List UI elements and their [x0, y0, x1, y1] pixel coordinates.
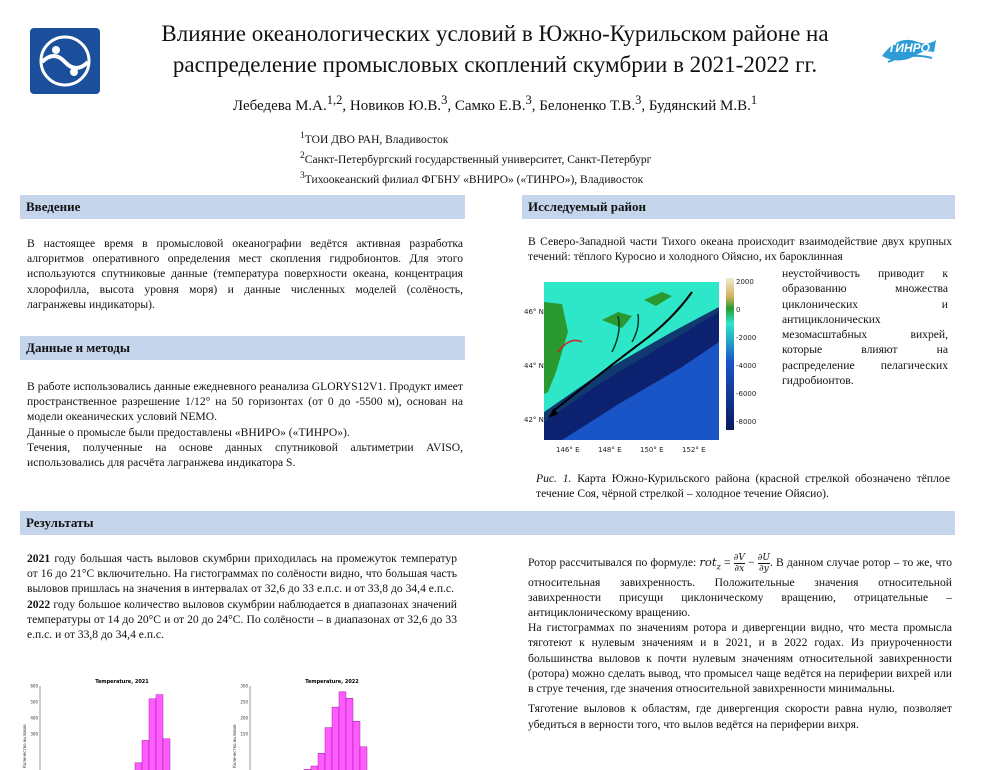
hist-bar [135, 763, 142, 770]
author-sup: 1,2 [326, 93, 343, 107]
hist-bar [353, 721, 360, 770]
tinro-logo-text: ТИНРО [888, 41, 930, 55]
results-2021 [27, 551, 457, 597]
affiliation [300, 148, 651, 168]
colorbar-tick: 0 [736, 306, 741, 314]
map-lat-labels [524, 308, 544, 424]
affiliation-text: Тихоокеанский филиал ФГБНУ «ВНИРО» («ТИНРО»), Владивосток [304, 173, 644, 186]
hist-2022-ylabel: Количество выловов [232, 724, 237, 768]
methods-paragraph: Данные о промысле были предоставлены «ВНИРО» («ТИНРО»). [27, 425, 350, 439]
author-name: Новиков Ю.В. [349, 98, 442, 114]
results-2022 [27, 597, 457, 643]
author-sup: 3 [635, 93, 642, 107]
lon-tick: 148° E [598, 446, 622, 454]
tinro-fish-icon [878, 22, 940, 72]
histogram-2021 [22, 678, 212, 770]
author-sup: 3 [525, 93, 532, 107]
year-2022: 2022 [27, 597, 51, 611]
rotor-formula-paragraph [528, 553, 952, 620]
hist-bar [311, 766, 318, 770]
results-2022-text: году большое количество выловов скумбрии наблюдается в диапазонах значений температуры от 14 до 20°С и от 20 до 24°С. По солёности – в диапазонах от 32,6 до 33 е.п.с. и от 33,8 до 34,4 е.п.с. [27, 597, 457, 642]
author: Лебедева М.А.$^{1,2}$, [232, 93, 350, 114]
year-2021: 2021 [27, 552, 51, 565]
hist-ytick: 300 [30, 731, 38, 737]
author: Белоненко Т.В.$^3$, [539, 93, 649, 114]
methods-heading: Данные и методы [20, 336, 465, 360]
area-text-side: неустойчивость приводит к образованию множества циклонических и антициклонических мезомасштабных вихрей, которые влияют на распределение пелагических гидробионтов. [782, 267, 948, 388]
hist-2021-bars [114, 695, 170, 770]
lon-tick: 146° E [556, 446, 580, 454]
hist-ytick: 500 [30, 699, 38, 705]
caption-label: Рис. 1. [536, 472, 572, 485]
author-sup: 3 [441, 93, 448, 107]
affiliation-sup: 2 [300, 149, 305, 161]
map-colorbar [726, 278, 734, 430]
affiliation-sup: 1 [300, 130, 305, 141]
title-line-2: распределение промысловых скоплений скумбрии в 2021-2022 гг. [172, 52, 818, 77]
hist-2021-yticks [30, 684, 38, 737]
hist-ytick: 200 [240, 715, 248, 721]
hist-ytick: 300 [240, 683, 248, 689]
lon-tick: 152° E [682, 446, 706, 454]
results-rotor-text [528, 553, 952, 732]
rotor-paragraph-2: На гистограммах по значениям ротора и дивергенции видно, что места промысла тяготеют к нулевым значениям и в 2021, и в 2022 годах. Из приуроченности большинства выловов к почти нулевым значениям относительной завихренности (ротора) можно сделать вывод, что промысел чаще ведётся на периферии вихрей или в струе течения, где значения относительной завихренности минимальны. [528, 621, 952, 696]
rotor-paragraph-3: Тяготение выловов к областям, где дивергенция скорости равна нулю, позволяет убедиться в верности того, что вылов ведётся на периферии вихря. [528, 702, 952, 731]
rotor-text-before: Ротор рассчитывался по формуле: [528, 556, 700, 570]
title-line-1: Влияние океанологических условий в Южно-Курильском районе на [161, 21, 829, 46]
intro-heading: Введение [20, 195, 465, 219]
author-sup: 1 [750, 93, 758, 107]
authors-line [100, 93, 890, 115]
hist-2022-title: Temperature, 2022 [305, 679, 359, 685]
rotor-formula: rot$_z$ = $\frac{\partial V}{\partial x}$ − $\frac{\partial U}{\partial y}$ [699, 553, 770, 574]
hist-ytick: 600 [30, 683, 38, 689]
toi-logo [30, 28, 100, 94]
author-name: Лебедева М.А. [232, 98, 327, 114]
author: Новиков Ю.В.$^3$, [349, 93, 455, 114]
hist-bar [332, 707, 339, 770]
intro-text: В настоящее время в промысловой океанографии ведётся активная разработка алгоритмов оперативного определения мест скопления гидробионтов. Для этого используются спутниковые данные (температура поверхности океана, концентрация хлорофилла, высота уровня моря) и данные численных моделей (солёность, лагранжевы индикаторы). [27, 237, 463, 311]
author-name: Самко Е.В. [454, 98, 526, 114]
hist-bar [325, 728, 332, 770]
tinro-logo [878, 22, 940, 72]
map-lon-labels [556, 446, 706, 454]
hist-bar [360, 747, 367, 770]
lat-tick: 44° N [524, 362, 544, 370]
author [648, 93, 758, 114]
colorbar-tick: -8000 [736, 418, 757, 426]
author-name: Будянский М.В. [648, 98, 751, 114]
lon-tick: 150° E [640, 446, 664, 454]
affiliation-sup: 3 [300, 169, 305, 181]
hist-2022-bars [304, 692, 367, 770]
hist-bar [156, 695, 163, 770]
author-name: Белоненко Т.В. [539, 98, 636, 114]
author: Самко Е.В.$^3$, [454, 93, 540, 114]
colorbar-labels [736, 278, 756, 426]
hist-bar [142, 740, 149, 770]
hist-ytick: 150 [240, 731, 248, 737]
area-text-top: В Северо-Западной части Тихого океана происходит взаимодействие двух крупных течений: тёплого Куросио и холодного Ойясио, их бароклинная [528, 235, 952, 264]
affiliations [300, 128, 651, 187]
results-text-2021-2022 [27, 551, 457, 642]
colorbar-tick: -6000 [736, 390, 757, 398]
methods-paragraph: Течения, полученные на основе данных спутниковой альтиметрии AVISO, использовались для расчёта лагранжева индикатора S. [27, 440, 463, 470]
affiliation [300, 168, 651, 188]
colorbar-tick: 2000 [736, 278, 754, 286]
colorbar-tick: -4000 [736, 362, 757, 370]
methods-text [27, 379, 463, 470]
methods-paragraph: В работе использовались данные ежедневного реанализа GLORYS12V1. Продукт имеет пространственное разрешение 1/12° на 50 горизонтах (от 0 до -5500 м), основан на модели океанических условий NEMO. [27, 380, 463, 424]
hist-bar [163, 739, 170, 770]
affiliation-text: Санкт-Петербургский государственный университет, Санкт-Петербург [304, 153, 652, 166]
hist-bar [318, 753, 325, 770]
results-2021-text: году большая часть выловов скумбрии приходилась на промежуток температур от 16 до 21°С включительно. На гистограммах по солёности видно, что большая часть выловов пришлась на значения в интервалах от 32,6 до 33 е.п.с. и от 33,8 до 34,4 е.п.с. [27, 552, 457, 596]
rotor-text-after: . В данном случае ротор – то же, что относительная завихренность. Положительные значения относительной завихренности присущи циклоническому вращению, отрицательные – антициклоническому вращению. [528, 556, 952, 620]
lat-tick: 42° N [524, 416, 544, 424]
caption-text: Карта Южно-Курильского района (красной стрелкой обозначено тёплое течение Соя, чёрной стрелкой – холодное течение Ойясио). [536, 472, 950, 500]
hist-2021-ylabel: Количество выловов [22, 724, 27, 768]
bathymetry-map [544, 282, 719, 440]
area-heading: Исследуемый район [522, 195, 955, 219]
map-figure [522, 272, 772, 464]
affiliation-text: ТОИ ДВО РАН, Владивосток [304, 133, 449, 146]
hist-bar [149, 699, 156, 770]
colorbar-tick: -2000 [736, 334, 757, 342]
histogram-2022 [232, 678, 422, 770]
hist-ytick: 250 [240, 699, 248, 705]
poster-title [110, 18, 880, 80]
hist-bar [339, 692, 346, 770]
hist-2022-yticks [240, 684, 248, 737]
hist-2021-title: Temperature, 2021 [95, 679, 149, 685]
figure-caption [536, 471, 950, 501]
results-heading: Результаты [20, 511, 955, 535]
hist-ytick: 400 [30, 715, 38, 721]
lat-tick: 46° N [524, 308, 544, 316]
affiliation [300, 128, 651, 148]
hist-bar [346, 698, 353, 770]
